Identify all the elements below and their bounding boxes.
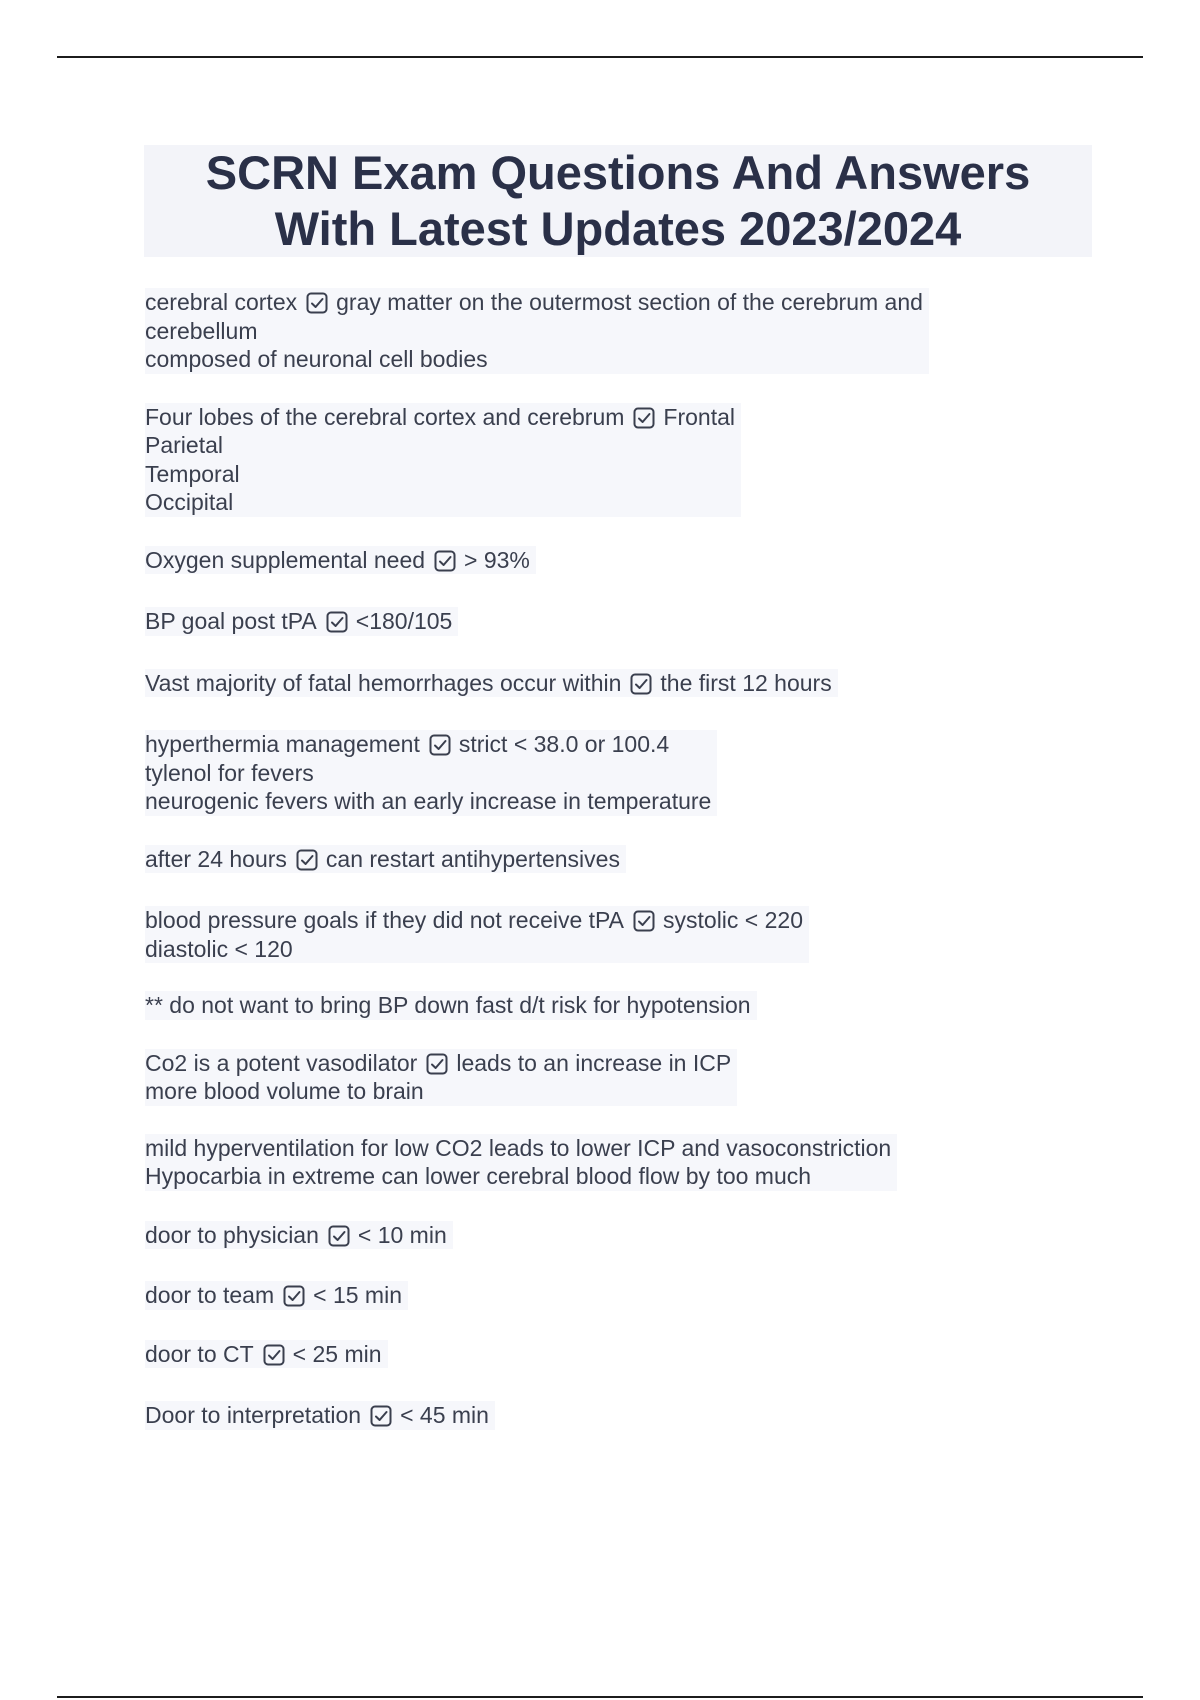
qa-answer-line: <180/105 xyxy=(355,608,453,634)
qa-entry xyxy=(145,607,1105,636)
qa-answer-line: leads to an increase in ICP xyxy=(456,1049,732,1076)
qa-answer-line: neurogenic fevers with an early increase in temperature xyxy=(145,788,712,814)
qa-answer-line: diastolic < 120 xyxy=(145,935,293,962)
checkbox-checked-icon xyxy=(326,611,348,633)
qa-first-line xyxy=(145,845,620,874)
qa-entry-body xyxy=(145,546,536,575)
qa-entry xyxy=(145,288,1105,374)
top-rule xyxy=(57,56,1143,58)
qa-term: Four lobes of the cerebral cortex and cerebrum xyxy=(145,403,625,430)
qa-first-line xyxy=(145,607,452,636)
qa-entry-body xyxy=(145,1281,408,1310)
checkbox-checked-icon xyxy=(426,1053,448,1075)
qa-entry xyxy=(145,1340,1105,1369)
qa-entry-body xyxy=(145,1049,737,1106)
qa-term: blood pressure goals if they did not receive tPA xyxy=(145,907,625,933)
qa-answer-line: tylenol for fevers xyxy=(145,759,314,786)
qa-first-line xyxy=(145,1401,489,1430)
qa-answer-line: systolic < 220 xyxy=(663,907,804,933)
checkbox-checked-icon xyxy=(263,1344,285,1366)
qa-entry xyxy=(145,845,1105,874)
qa-entry-body xyxy=(145,1221,453,1250)
checkbox-checked-icon xyxy=(283,1285,305,1307)
qa-first-line xyxy=(145,403,735,432)
qa-first-line xyxy=(145,906,803,935)
qa-entry-body xyxy=(145,991,757,1020)
bottom-rule xyxy=(57,1696,1143,1698)
qa-first-line xyxy=(145,546,530,575)
qa-first-line xyxy=(145,991,751,1020)
qa-term: Oxygen supplemental need xyxy=(145,546,426,573)
qa-answer-line: < 45 min xyxy=(400,1402,489,1428)
qa-answer-line: Frontal xyxy=(663,403,735,430)
title-line-1: SCRN Exam Questions And Answers xyxy=(205,146,1031,199)
qa-term: Vast majority of fatal hemorrhages occur within xyxy=(145,669,622,696)
qa-answer-line: the first 12 hours xyxy=(660,669,832,696)
qa-entry-body xyxy=(145,845,626,874)
qa-term: door to team xyxy=(145,1282,275,1308)
checkbox-checked-icon xyxy=(328,1225,350,1247)
qa-term: door to CT xyxy=(145,1340,254,1367)
qa-entry-body xyxy=(145,607,458,636)
checkbox-checked-icon xyxy=(296,849,318,871)
qa-answer-line: < 25 min xyxy=(292,1340,382,1367)
checkbox-checked-icon xyxy=(429,734,451,756)
qa-entry-body xyxy=(145,730,717,816)
qa-entry-body xyxy=(145,403,741,517)
qa-first-line xyxy=(145,1281,402,1310)
document-title xyxy=(144,145,1092,257)
qa-entry xyxy=(145,1281,1105,1310)
qa-answer-line: Parietal xyxy=(145,432,223,458)
qa-term: after 24 hours xyxy=(145,845,287,872)
qa-entry-body xyxy=(145,669,838,698)
qa-entry xyxy=(145,1049,1105,1106)
qa-term: BP goal post tPA xyxy=(145,608,317,634)
qa-answer-line: < 15 min xyxy=(313,1282,402,1308)
qa-answer-line: Occipital xyxy=(145,489,234,515)
qa-entry-body xyxy=(145,1340,388,1369)
qa-first-line xyxy=(145,1221,447,1250)
qa-entry-body xyxy=(145,1401,495,1430)
qa-entry-body xyxy=(145,288,929,374)
qa-answer-line: composed of neuronal cell bodies xyxy=(145,346,488,372)
checkbox-checked-icon xyxy=(633,910,655,932)
qa-term: mild hyperventilation for low CO2 leads to lower ICP and vasoconstriction xyxy=(145,1134,892,1161)
qa-entry xyxy=(145,669,1105,698)
qa-first-line xyxy=(145,669,832,698)
qa-entry xyxy=(145,546,1105,575)
qa-term: hyperthermia management xyxy=(145,731,420,757)
qa-entry xyxy=(145,1221,1105,1250)
qa-first-line xyxy=(145,730,711,759)
qa-answer-line: cerebellum xyxy=(145,317,258,344)
qa-entry-body xyxy=(145,1134,897,1191)
checkbox-checked-icon xyxy=(370,1405,392,1427)
qa-entry xyxy=(145,403,1105,517)
checkbox-checked-icon xyxy=(630,673,652,695)
qa-term: Co2 is a potent vasodilator xyxy=(145,1049,418,1076)
qa-answer-line: strict < 38.0 or 100.4 xyxy=(458,731,670,757)
qa-answer-line: Temporal xyxy=(145,460,240,487)
qa-list xyxy=(145,258,1105,1430)
checkbox-checked-icon xyxy=(434,550,456,572)
qa-answer-line: > 93% xyxy=(464,546,530,573)
qa-first-line xyxy=(145,1340,382,1369)
qa-term: Door to interpretation xyxy=(145,1402,362,1428)
qa-entry xyxy=(145,1134,1105,1191)
qa-entry xyxy=(145,906,1105,963)
title-line-2: With Latest Updates 2023/2024 xyxy=(274,202,962,255)
qa-answer-line: more blood volume to brain xyxy=(145,1078,424,1104)
qa-entry xyxy=(145,1401,1105,1430)
qa-first-line xyxy=(145,1134,891,1163)
qa-entry-body xyxy=(145,906,809,963)
qa-term: door to physician xyxy=(145,1221,319,1248)
qa-term: ** do not want to bring BP down fast d/t risk for hypotension xyxy=(145,992,751,1018)
qa-answer-line: gray matter on the outermost section of the cerebrum and xyxy=(336,289,923,315)
qa-term: cerebral cortex xyxy=(145,289,298,315)
checkbox-checked-icon xyxy=(306,292,328,314)
qa-answer-line: can restart antihypertensives xyxy=(325,845,620,872)
qa-answer-line: < 10 min xyxy=(357,1221,447,1248)
qa-entry xyxy=(145,991,1105,1020)
qa-answer-line: Hypocarbia in extreme can lower cerebral blood flow by too much xyxy=(145,1163,812,1189)
qa-entry xyxy=(145,730,1105,816)
checkbox-checked-icon xyxy=(633,407,655,429)
qa-first-line xyxy=(145,288,923,317)
qa-first-line xyxy=(145,1049,731,1078)
